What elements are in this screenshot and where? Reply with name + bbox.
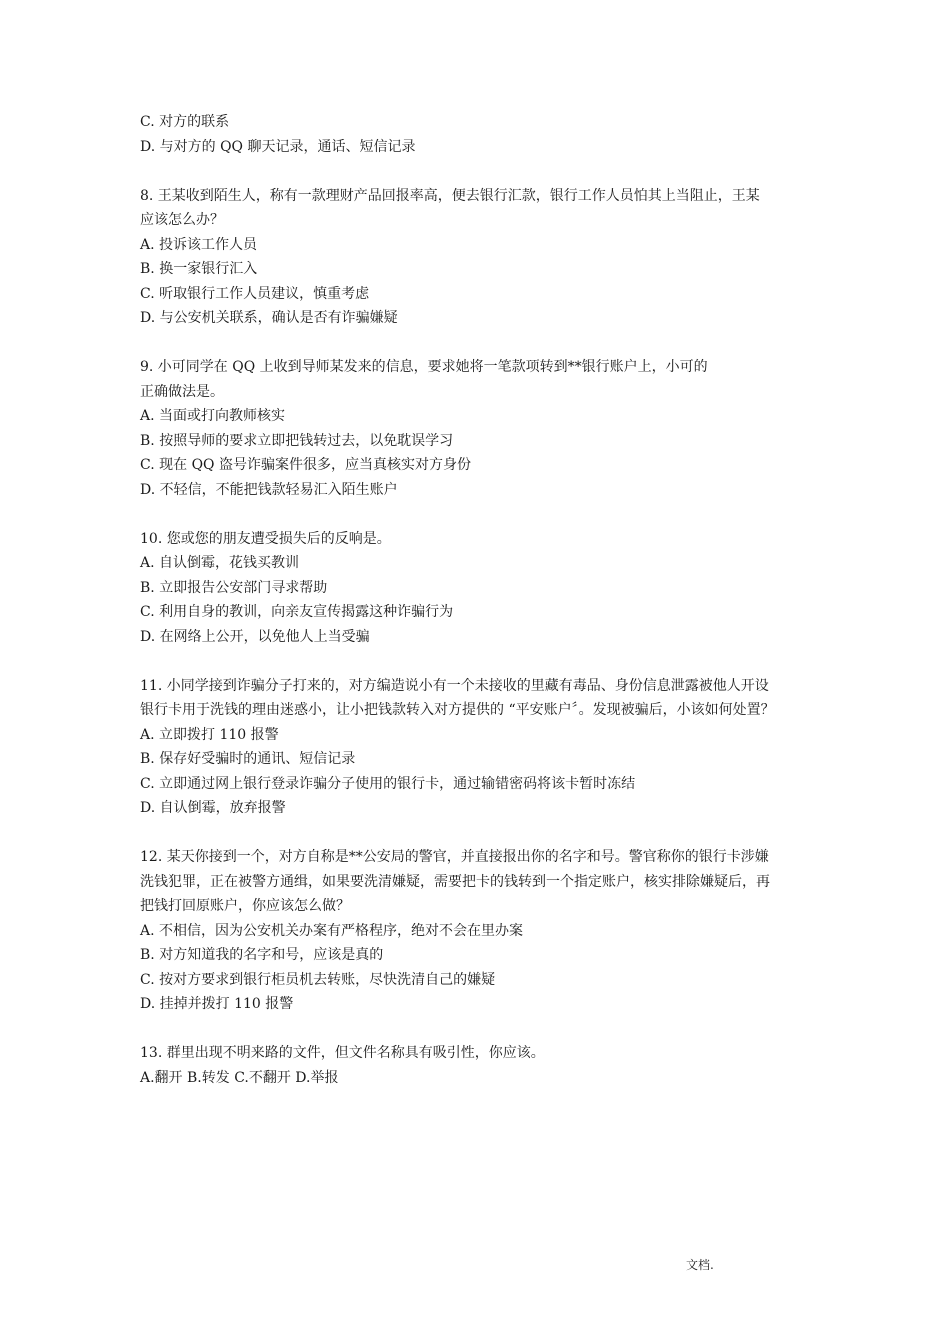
option-line: D. 与公安机关联系，确认是否有诈骗嫌疑 (140, 310, 398, 326)
question-11-line: 银行卡用于洗钱的理由迷惑小，让小把钱款转入对方提供的 “平安账户〞。发现被骗后，小该如何处置？ (140, 702, 775, 718)
text-line: C. 对方的联系 (140, 114, 230, 130)
question-10-line: 10. 您或您的朋友遭受损失后的反响是。 (140, 530, 391, 547)
option-line: D. 不轻信，不能把钱款轻易汇入陌生账户 (140, 481, 398, 498)
blank-line (140, 649, 830, 674)
option-line: B. 保存好受骗时的通讯、短信记录 (140, 751, 356, 767)
question-9-line: 正确做法是。 (140, 383, 224, 400)
blank-line (140, 159, 830, 184)
question-11-line: 11. 小同学接到诈骗分子打来的，对方编造说小有一个未接收的里藏有毒品、身份信息泄露被他人开设 (140, 677, 769, 694)
option-line: D. 挂掉并拨打 110 报警 (140, 996, 294, 1012)
option-line: A. 当面或打向教师核实 (140, 408, 286, 424)
option-line: D. 自认倒霉，放弃报警 (140, 800, 286, 816)
option-line: C. 利用自身的教训，向亲友宣传揭露这种诈骗行为 (140, 604, 454, 620)
option-line: C. 现在 QQ 盗号诈骗案件很多，应当真核实对方身份 (140, 457, 471, 473)
option-line: A.翻开 B.转发 C.不翻开 D.举报 (140, 1069, 339, 1086)
option-line: A. 自认倒霉，花钱买教训 (140, 555, 300, 571)
question-8-line: 8. 王某收到陌生人，称有一款理财产品回报率高，便去银行汇款，银行工作人员怕其上当阻止，王某 (140, 187, 760, 204)
question-13-line: 13. 群里出现不明来路的文件，但文件名称具有吸引性，你应该。 (140, 1045, 545, 1061)
option-line: C. 按对方要求到银行柜员机去转账，尽快洗清自己的嫌疑 (140, 971, 496, 988)
question-12-line: 12. 某天你接到一个，对方自称是**公安局的警官，并直接报出你的名字和号。警官称你的银行卡涉嫌 (140, 849, 769, 865)
document-body (140, 110, 830, 1090)
blank-line (140, 331, 830, 356)
question-9-line: 9. 小可同学在 QQ 上收到导师某发来的信息，要求她将一笔款项转到**银行账户上，小可的 (140, 359, 708, 375)
option-line: A. 不相信，因为公安机关办案有严格程序，绝对不会在里办案 (140, 922, 524, 939)
blank-line (140, 1017, 830, 1042)
blank-line (140, 502, 830, 527)
option-line: A. 投诉该工作人员 (140, 236, 258, 253)
option-line: B. 换一家银行汇入 (140, 261, 258, 277)
option-line: D. 在网络上公开，以免他人上当受骗 (140, 628, 370, 645)
page-footer: 文档. (686, 1258, 714, 1272)
option-line: A. 立即拨打 110 报警 (140, 726, 279, 743)
option-line: C. 立即通过网上银行登录诈骗分子使用的银行卡，通过输错密码将该卡暂时冻结 (140, 775, 636, 792)
blank-line (140, 821, 830, 846)
question-12-line: 把钱打回原账户，你应该怎么做？ (140, 898, 350, 914)
option-line: B. 立即报告公安部门寻求帮助 (140, 579, 328, 596)
question-12-line: 洗钱犯罪，正在被警方通缉，如果要洗清嫌疑，需要把卡的钱转到一个指定账户，核实排除嫌疑后，再 (140, 873, 770, 890)
option-line: B. 对方知道我的名字和号，应该是真的 (140, 947, 384, 963)
option-line: C. 听取银行工作人员建议，慎重考虑 (140, 285, 370, 302)
text-line: D. 与对方的 QQ 聊天记录，通话、短信记录 (140, 138, 416, 155)
question-8-line: 应该怎么办？ (140, 212, 224, 228)
option-line: B. 按照导师的要求立即把钱转过去，以免耽误学习 (140, 432, 454, 449)
